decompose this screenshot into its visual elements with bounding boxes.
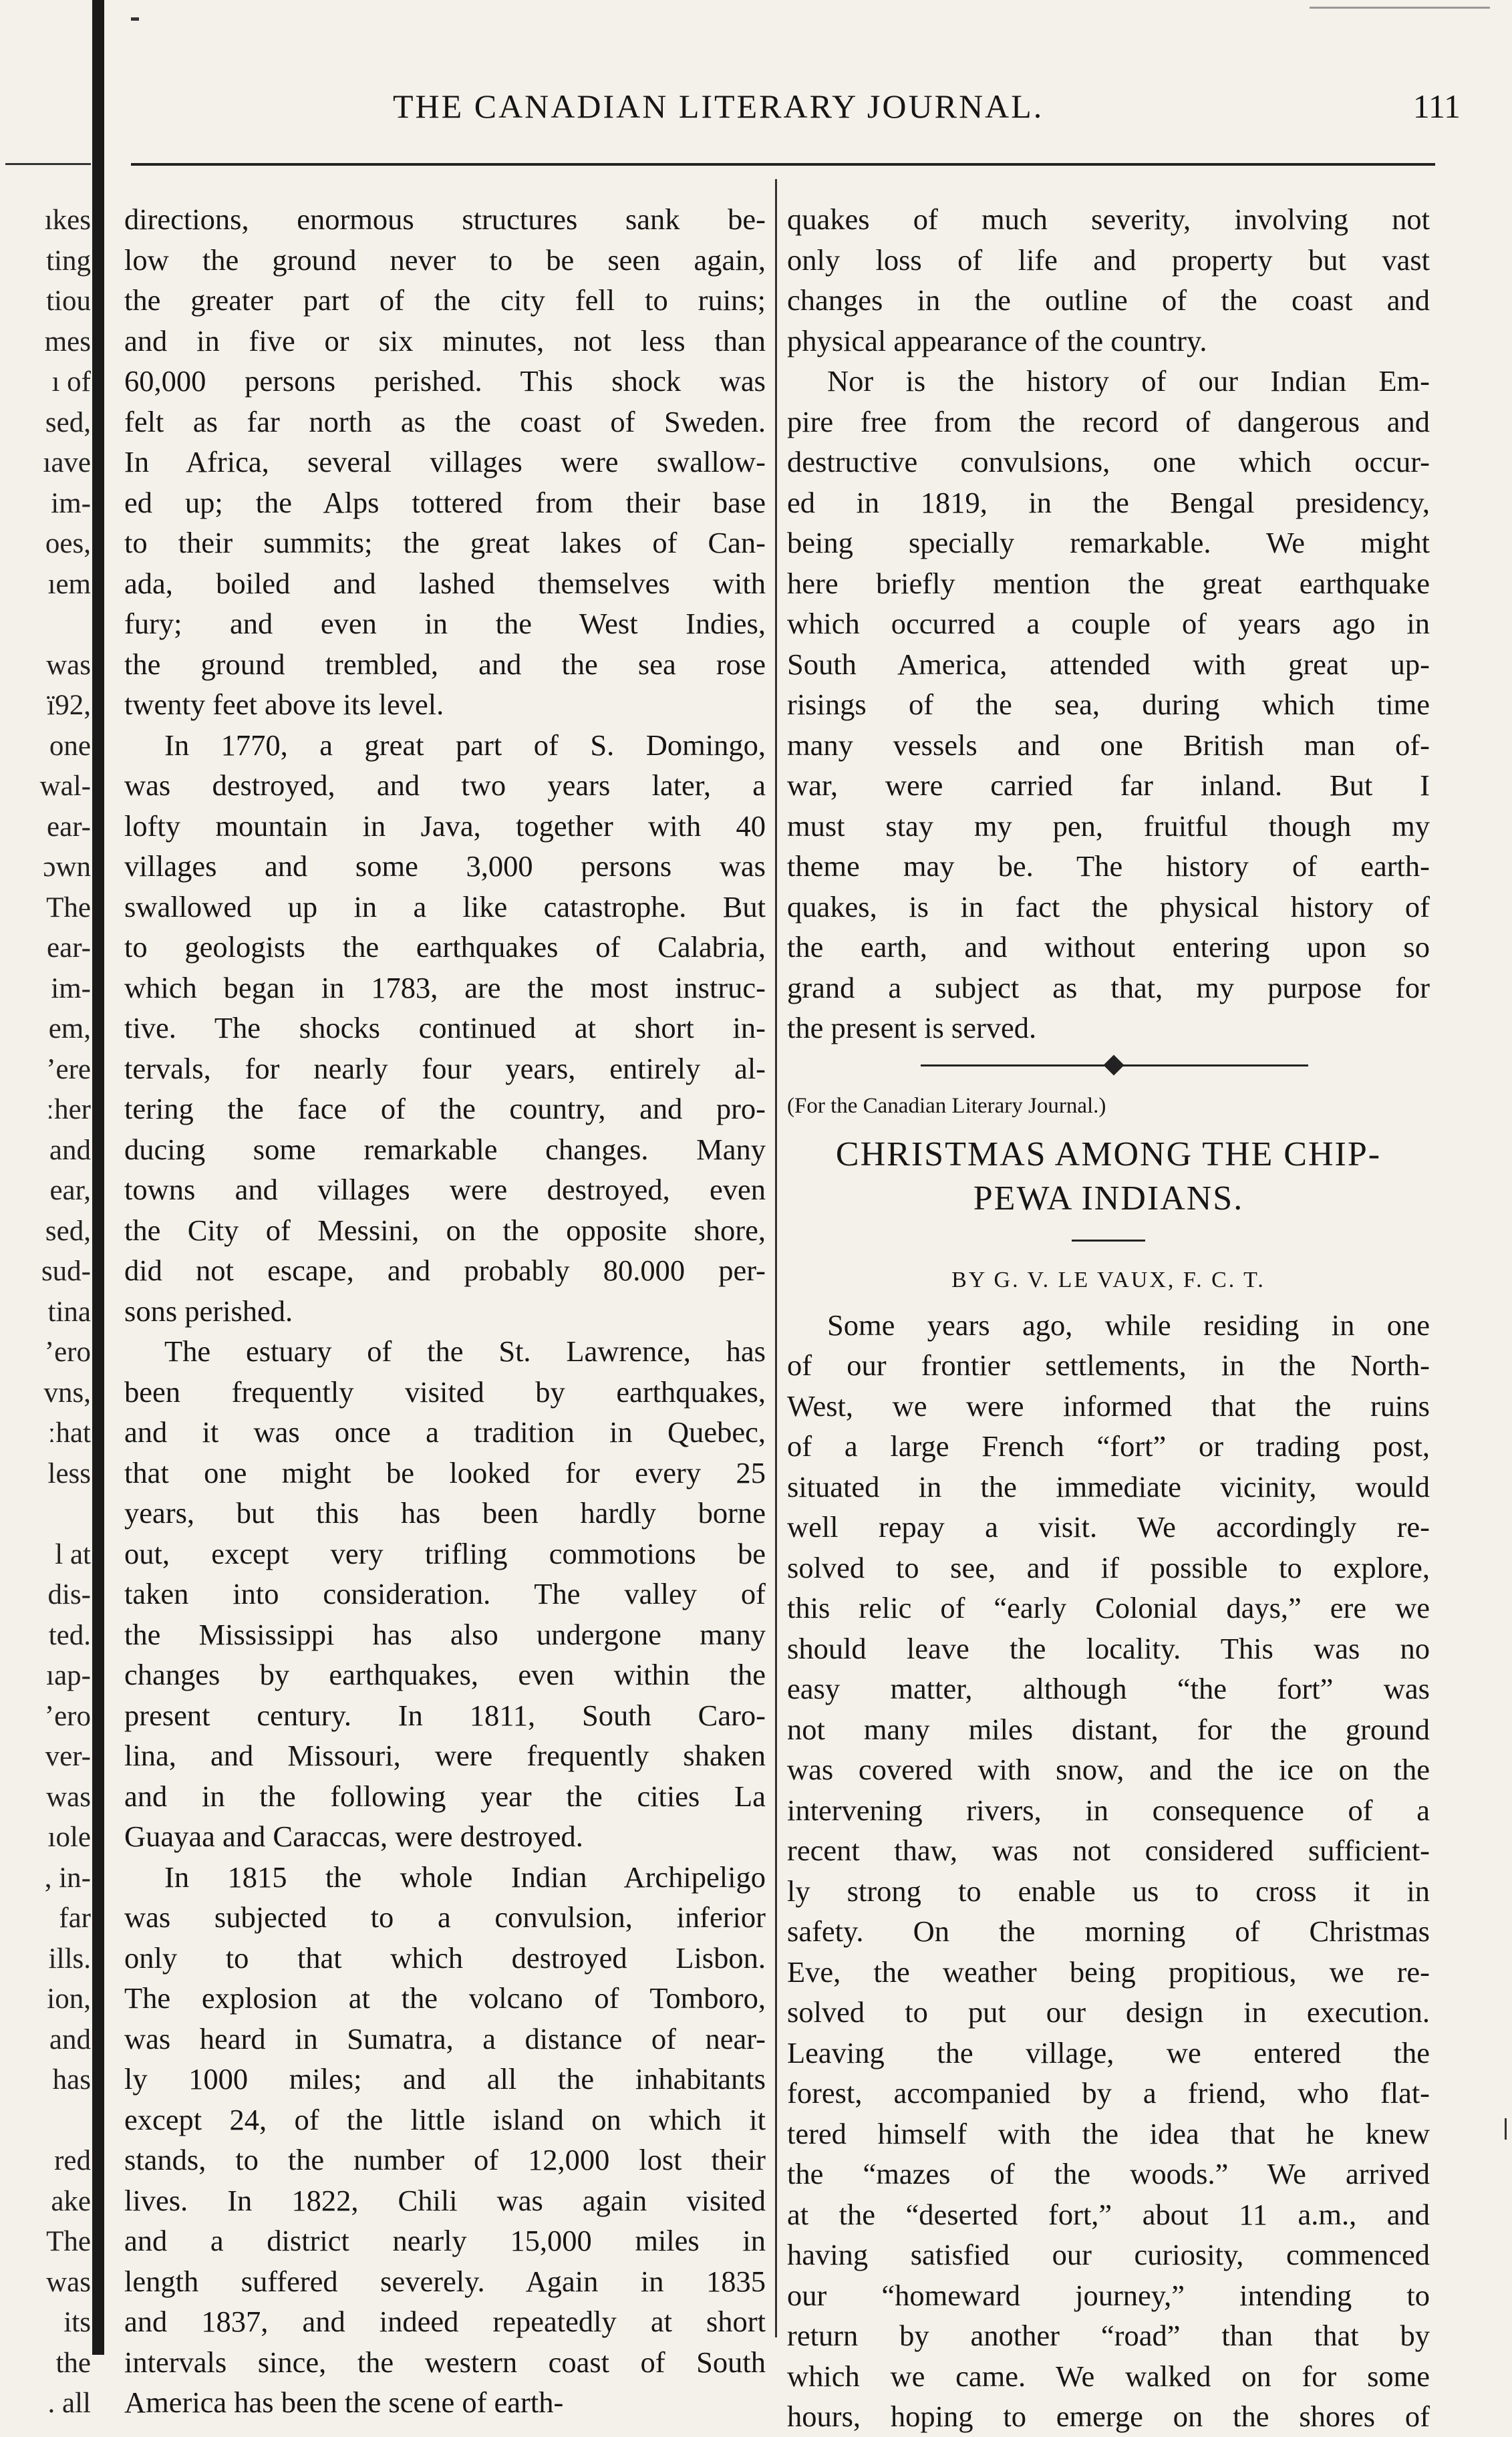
fragment: ɔwn <box>43 851 91 883</box>
text-line: recent thaw, was not considered sufficient- <box>787 1834 1430 1867</box>
text-line: should leave the locality. This was no <box>787 1631 1430 1665</box>
text-line: which we came. We walked on for some <box>787 2359 1430 2393</box>
text-line: villages and some 3,000 persons was <box>124 849 766 883</box>
text-line: America has been the scene of earth- <box>124 2386 564 2419</box>
paragraph <box>124 1857 766 2423</box>
text-line: ducing some remarkable changes. Many <box>124 1132 766 1166</box>
fragment: the <box>55 2347 91 2379</box>
text-line: only to that which destroyed Lisbon. <box>124 1941 766 1975</box>
fragment: tiou <box>46 285 91 317</box>
fragment: ver- <box>45 1741 91 1772</box>
text-line: changes by earthquakes, even within the <box>124 1658 766 1691</box>
text-line: war, were carried far inland. But I <box>787 768 1430 802</box>
text-line: tered himself with the idea that he knew <box>787 2116 1430 2150</box>
text-line: physical appearance of the country. <box>787 323 1207 357</box>
fragment: ear- <box>47 811 91 843</box>
text-line: to their summits; the great lakes of Can- <box>124 526 766 559</box>
text-line: tive. The shocks continued at short in- <box>124 1011 766 1044</box>
fragment: tina <box>47 1296 91 1328</box>
fragment: was <box>46 649 91 681</box>
fragment: ʼero <box>44 1336 91 1368</box>
text-line: lofty mountain in Java, together with 40 <box>124 809 766 843</box>
gutter-rule <box>5 163 91 165</box>
text-line: Leaving the village, we entered the <box>787 2035 1430 2069</box>
fragment: ıap- <box>46 1660 91 1691</box>
text-line: was destroyed, and two years later, a <box>124 768 766 802</box>
text-line: and it was once a tradition in Quebec, <box>124 1415 766 1449</box>
text-line: lives. In 1822, Chili was again visited <box>124 2183 766 2217</box>
fragment: its <box>63 2307 91 2338</box>
christmas-article-body <box>787 1305 1430 2437</box>
fragment: ï92, <box>47 690 91 721</box>
fragment: ake <box>51 2185 91 2217</box>
text-line: grand a subject as that, my purpose for <box>787 970 1430 1004</box>
paragraph <box>787 1305 1430 2437</box>
text-line: changes in the outline of the coast and <box>787 283 1430 317</box>
binding-edge <box>92 0 104 2355</box>
text-line: South America, attended with great up- <box>787 647 1430 681</box>
text-line: solved to see, and if possible to explore, <box>787 1550 1430 1584</box>
text-line: taken into consideration. The valley of <box>124 1577 766 1610</box>
text-line: lina, and Missouri, were frequently shaken <box>124 1739 766 1772</box>
fragment: sud- <box>41 1256 91 1287</box>
text-line: the “mazes of the woods.” We arrived <box>787 2157 1430 2190</box>
article-title-line-2: PEWA INDIANS. <box>973 1179 1244 1217</box>
text-line: which began in 1783, are the most instruc- <box>124 970 766 1004</box>
text-line: here briefly mention the great earthquake <box>787 566 1430 600</box>
text-line: forest, accompanied by a friend, who flat- <box>787 2076 1430 2110</box>
journal-title: THE CANADIAN LITERARY JOURNAL. <box>393 88 1044 125</box>
fragment: ʼere <box>46 1053 91 1085</box>
text-line: situated in the immediate vicinity, would <box>787 1469 1430 1503</box>
text-line: the Mississippi has also undergone many <box>124 1617 766 1651</box>
text-line: quakes, is in fact the physical history of <box>787 889 1430 923</box>
text-line: intervening rivers, in consequence of a <box>787 1793 1430 1827</box>
fragment: one <box>49 730 91 762</box>
text-line: Eve, the weather being propitious, we re- <box>787 1955 1430 1989</box>
text-line: destructive convulsions, one which occur- <box>787 445 1430 478</box>
fragment: The <box>46 891 91 923</box>
fragment: vns, <box>43 1377 91 1409</box>
fragment: wal- <box>39 770 91 802</box>
text-line: felt as far north as the coast of Sweden. <box>124 404 766 438</box>
text-line: ed up; the Alps tottered from their base <box>124 485 766 519</box>
text-line: many vessels and one British man of- <box>787 728 1430 762</box>
paragraph <box>124 199 766 725</box>
fragment: l at <box>55 1538 91 1570</box>
text-line: except 24, of the little island on which it <box>124 2102 766 2136</box>
article-credit: (For the Canadian Literary Journal.) <box>787 1093 1106 1118</box>
text-line: easy matter, although “the fort” was <box>787 1672 1430 1705</box>
text-line: was subjected to a convulsion, inferior <box>124 1900 766 1934</box>
fragment: ıkes <box>44 204 91 236</box>
fragment: dis- <box>47 1579 91 1610</box>
page-number: 111 <box>1412 88 1461 125</box>
text-line: years, but this has been hardly borne <box>124 1496 766 1530</box>
text-line: In 1815 the whole Indian Archipeligo <box>164 1860 766 1894</box>
text-line: not many miles distant, for the ground <box>787 1712 1430 1746</box>
text-line: fury; and even in the West Indies, <box>124 607 766 640</box>
fragment <box>0 1494 91 1535</box>
text-line: West, we were informed that the ruins <box>787 1389 1430 1423</box>
text-line: ed in 1819, in the Bengal presidency, <box>787 485 1430 519</box>
paragraph <box>787 199 1430 361</box>
fragment: ıave <box>43 447 91 478</box>
text-line: length suffered severely. Again in 1835 <box>124 2264 766 2298</box>
paragraph <box>787 361 1430 1048</box>
text-line: twenty feet above its level. <box>124 688 444 721</box>
fragment: oes, <box>45 528 91 559</box>
edge-rule <box>1310 7 1490 9</box>
text-line: theme may be. The history of earth- <box>787 849 1430 883</box>
text-line: Some years ago, while residing in one <box>827 1308 1430 1342</box>
fragment: ear, <box>49 1175 91 1206</box>
text-line: of our frontier settlements, in the North- <box>787 1348 1430 1382</box>
fragment: ıem <box>47 568 91 600</box>
text-line: The explosion at the volcano of Tomboro, <box>124 1981 766 2015</box>
text-line: and a district nearly 15,000 miles in <box>124 2224 766 2257</box>
text-line: tering the face of the country, and pro- <box>124 1092 766 1125</box>
text-line: at the “deserted fort,” about 11 a.m., and <box>787 2197 1430 2231</box>
margin-mark <box>1505 2118 1507 2140</box>
text-line: The estuary of the St. Lawrence, has <box>164 1334 766 1368</box>
text-line: In 1770, a great part of S. Domingo, <box>164 728 766 762</box>
text-line: hours, hoping to emerge on the shores of <box>787 2400 1430 2433</box>
paragraph <box>124 725 766 1332</box>
text-line: directions, enormous structures sank be- <box>124 202 766 236</box>
fragment: ːhat <box>47 1417 91 1449</box>
fragment: im- <box>51 487 91 519</box>
fragment: and <box>49 2023 91 2055</box>
text-line: low the ground never to be seen again, <box>124 243 766 277</box>
fragment: ıole <box>47 1822 91 1853</box>
facing-page-fragments <box>0 200 91 2424</box>
text-line: ly 1000 miles; and all the inhabitants <box>124 2062 766 2096</box>
fragment: sed, <box>45 406 91 438</box>
text-line: this relic of “early Colonial days,” ere we <box>787 1591 1430 1624</box>
text-line: was covered with snow, and the ice on the <box>787 1753 1430 1786</box>
running-header <box>131 80 1461 134</box>
text-line: the City of Messini, on the opposite shore, <box>124 1213 766 1247</box>
text-line: towns and villages were destroyed, even <box>124 1173 766 1206</box>
text-line: present century. In 1811, South Caro- <box>124 1698 766 1732</box>
text-line: the greater part of the city fell to ruins; <box>124 283 766 317</box>
text-line: pire free from the record of dangerous and <box>787 404 1430 438</box>
text-line: only loss of life and property but vast <box>787 243 1430 277</box>
text-line: stands, to the number of 12,000 lost their <box>124 2143 766 2176</box>
fragment: sed, <box>45 1215 91 1247</box>
title-rule <box>1072 1240 1145 1242</box>
article-byline: BY G. V. LE VAUX, F. C. T. <box>951 1268 1265 1292</box>
text-line: ada, boiled and lashed themselves with <box>124 566 766 600</box>
fragment: and <box>49 1134 91 1166</box>
section-separator <box>787 1048 1430 1082</box>
fragment: ting <box>46 245 91 277</box>
paragraph <box>124 1331 766 1857</box>
right-column <box>787 199 1430 2437</box>
fragment: far <box>59 1902 91 1934</box>
text-line: which occurred a couple of years ago in <box>787 607 1430 640</box>
text-line: and 1837, and indeed repeatedly at short <box>124 2305 766 2338</box>
text-line: being specially remarkable. We might <box>787 526 1430 559</box>
text-line: to geologists the earthquakes of Calabria, <box>124 930 766 964</box>
text-line: Nor is the history of our Indian Em- <box>827 364 1430 398</box>
fragment: was <box>46 1781 91 1813</box>
fragment: , in- <box>44 1862 91 1894</box>
text-line: ly strong to enable us to cross it in <box>787 1874 1430 1908</box>
text-line: having satisfied our curiosity, commenced <box>787 2238 1430 2271</box>
text-line: In Africa, several villages were swallow- <box>124 445 766 478</box>
column-rule <box>775 179 777 2337</box>
header-rule <box>131 163 1435 166</box>
earthquake-article-continuation <box>787 199 1430 1048</box>
text-line: Guayaa and Caraccas, were destroyed. <box>124 1820 583 1853</box>
fragment: ills. <box>48 1943 91 1975</box>
text-line: tervals, for nearly four years, entirely al- <box>124 1051 766 1085</box>
article-title-line-1: CHRISTMAS AMONG THE CHIP- <box>835 1135 1382 1173</box>
text-line: quakes of much severity, involving not <box>787 202 1430 236</box>
fragment: im- <box>51 972 91 1004</box>
text-line: must stay my pen, fruitful though my <box>787 809 1430 843</box>
text-line: well repay a visit. We accordingly re- <box>787 1510 1430 1544</box>
text-line: was heard in Sumatra, a distance of near- <box>124 2021 766 2055</box>
text-line: of a large French “fort” or trading post, <box>787 1429 1430 1463</box>
fragment: The <box>46 2226 91 2257</box>
text-line: our “homeward journey,” intending to <box>787 2278 1430 2312</box>
fragment: ion, <box>47 1983 91 2015</box>
fragment: mes <box>44 325 91 357</box>
fragment <box>0 2101 91 2142</box>
fragment: less <box>47 1457 91 1489</box>
fragment: ı of <box>51 366 91 398</box>
text-line: 60,000 persons perished. This shock was <box>124 364 766 398</box>
fragment: ear- <box>47 932 91 964</box>
fragment: red <box>54 2145 91 2176</box>
fragment: ːher <box>46 1094 91 1125</box>
text-line: out, except very trifling commotions be <box>124 1536 766 1570</box>
fragment: has <box>52 2064 91 2096</box>
print-mark <box>131 17 139 21</box>
text-line: and in the following year the cities La <box>124 1779 766 1813</box>
text-line: and in five or six minutes, not less than <box>124 323 766 357</box>
text-line: sons perished. <box>124 1294 293 1328</box>
text-line: swallowed up in a like catastrophe. But <box>124 889 766 923</box>
fragment: ted. <box>48 1619 91 1651</box>
text-line: that one might be looked for every 25 <box>124 1455 766 1489</box>
fragment: was <box>46 2266 91 2298</box>
text-line: been frequently visited by earthquakes, <box>124 1375 766 1409</box>
text-line: solved to put our design in execution. <box>787 1995 1430 2029</box>
text-line: risings of the sea, during which time <box>787 688 1430 721</box>
text-line: the ground trembled, and the sea rose <box>124 647 766 681</box>
text-line: did not escape, and probably 80.000 per- <box>124 1254 766 1287</box>
text-line: safety. On the morning of Christmas <box>787 1914 1430 1948</box>
fragment <box>0 605 91 646</box>
text-line: intervals since, the western coast of South <box>124 2345 766 2379</box>
text-line: the present is served. <box>787 1011 1037 1044</box>
fragment: em, <box>48 1013 91 1044</box>
left-column <box>124 199 766 2423</box>
fragment: ʼero <box>44 1700 91 1732</box>
text-line: return by another “road” than that by <box>787 2319 1430 2352</box>
fragment: . all <box>47 2388 91 2419</box>
text-line: the earth, and without entering upon so <box>787 930 1430 964</box>
